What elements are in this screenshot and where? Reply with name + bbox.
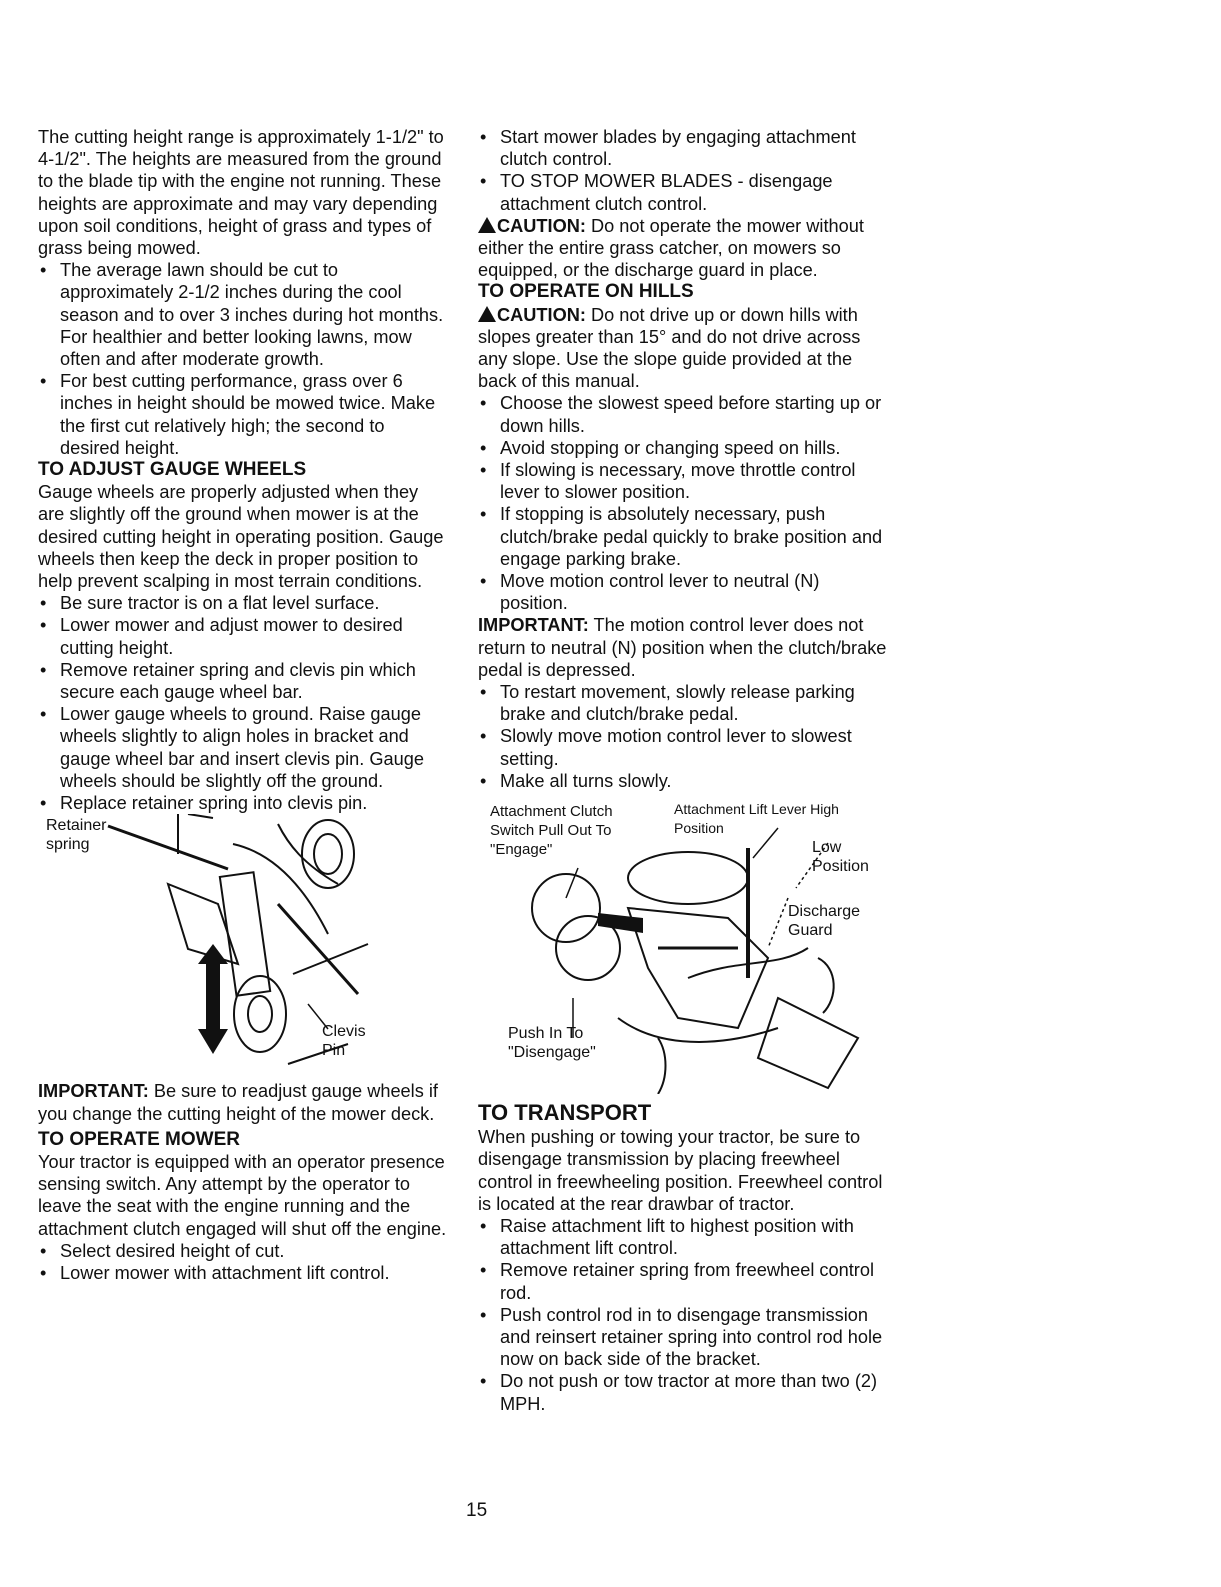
list-item: • If slowing is necessary, move throttle control lever to slower position.: [478, 459, 890, 503]
lift-lever-high-label: Attachment Lift Lever High Position: [674, 801, 839, 837]
important-note: [478, 614, 890, 681]
list-item: • Remove retainer spring from freewheel control rod.: [478, 1259, 890, 1303]
list-item: • Start mower blades by engaging attachment clutch control.: [478, 126, 890, 170]
left-column: [38, 126, 448, 1284]
list-item: • Avoid stopping or changing speed on hills.: [478, 437, 890, 459]
gauge-wheel-figure: [38, 814, 448, 1070]
retainer-spring-label: Retainer spring: [46, 817, 107, 854]
list-item: • For best cutting performance, grass over 6 inches in height should be mowed twice. Make the first cut relatively high; the second to desired height.: [38, 370, 448, 459]
list-item: • Raise attachment lift to highest position with attachment lift control.: [478, 1215, 890, 1259]
list-item: • Select desired height of cut.: [38, 1240, 448, 1262]
caution-label: CAUTION:: [497, 304, 586, 325]
right-column: [478, 126, 890, 1415]
list-item: • Slowly move motion control lever to slowest setting.: [478, 725, 890, 769]
important-label: IMPORTANT:: [38, 1081, 149, 1102]
list-item: • Remove retainer spring and clevis pin which secure each gauge wheel bar.: [38, 659, 448, 703]
discharge-guard-label: Discharge Guard: [788, 903, 861, 940]
clevis-pin-label: Clevis Pin: [322, 1023, 366, 1060]
list-item: • Lower gauge wheels to ground. Raise gauge wheels slightly to align holes in bracket and gauge wheel bar and insert clevis pin. Gauge wheels should be slightly off the ground.: [38, 703, 448, 792]
list-item: • Be sure tractor is on a flat level surface.: [38, 592, 448, 614]
tractor-controls-figure: [478, 798, 890, 1094]
list-item: • Lower mower and adjust mower to desired cutting height.: [38, 614, 448, 658]
important-label: IMPORTANT:: [478, 615, 589, 636]
important-note: [38, 1080, 448, 1124]
operate-mower-text: Your tractor is equipped with an operator presence sensing switch. Any attempt by the operator to leave the seat with the engine running and the attachment clutch engaged will shut off the engine.: [38, 1151, 447, 1239]
transport-text: When pushing or towing your tractor, be sure to disengage transmission by placing freewheel control in freewheeling position. Freewheel control is located at the rear drawbar of tractor.: [478, 1127, 883, 1214]
low-position-label: Low Position: [812, 839, 869, 876]
warning-triangle-icon: [478, 217, 496, 233]
operate-mower-heading: TO OPERATE MOWER: [38, 1128, 240, 1150]
list-item: • Push control rod in to disengage transmission and reinsert retainer spring into control rod hole now on back side of the bracket.: [478, 1304, 890, 1371]
caution-note: [478, 215, 890, 282]
caution-text: Do not drive up or down hills with slopes greater than 15° and do not drive across any slope. Use the slope guide provided at the back of this manual.: [478, 304, 861, 392]
important-text: Be sure to readjust gauge wheels if you change the cutting height of the mower deck.: [38, 1081, 438, 1124]
transport-heading: TO TRANSPORT: [478, 1100, 652, 1126]
hills-heading: TO OPERATE ON HILLS: [478, 281, 694, 303]
list-item: • If stopping is absolutely necessary, push clutch/brake pedal quickly to brake position and engage parking brake.: [478, 503, 890, 570]
list-item: • Move motion control lever to neutral (N) position.: [478, 570, 890, 614]
clutch-disengage-label: Push In To "Disengage": [508, 1025, 596, 1062]
list-item: • The average lawn should be cut to approximately 2-1/2 inches during the cool season and to over 3 inches during hot months. For healthier and better looking lawns, mow often and after moderate growth.: [38, 259, 448, 370]
gauge-wheels-text: Gauge wheels are properly adjusted when they are slightly off the ground when mower is at the desired cutting height in operating position. Gauge wheels then keep the deck in proper position to help prevent scalping in most terrain conditions.: [38, 482, 444, 592]
caution-label: CAUTION:: [497, 215, 586, 236]
caution-text: Do not operate the mower without either the entire grass catcher, on mowers so equipped, or the discharge guard in place.: [478, 215, 864, 281]
list-item: • Lower mower with attachment lift control.: [38, 1262, 448, 1284]
caution-note: [478, 304, 890, 393]
list-item: • TO STOP MOWER BLADES - disengage attachment clutch control.: [478, 170, 890, 214]
list-item: • Make all turns slowly.: [478, 770, 890, 792]
list-item: • Replace retainer spring into clevis pin.: [38, 792, 448, 814]
page-number: 15: [466, 1500, 488, 1521]
gauge-wheels-heading: TO ADJUST GAUGE WHEELS: [38, 459, 307, 481]
cutting-height-intro: The cutting height range is approximately 1-1/2" to 4-1/2". The heights are measured from the ground to the blade tip with the engine not running. These heights are approximate and may vary depending upon soil conditions, height of grass and types of grass being mowed.: [38, 127, 444, 259]
list-item: • Choose the slowest speed before starting up or down hills.: [478, 392, 890, 436]
clutch-engage-label: Attachment Clutch Switch Pull Out To "Engage": [490, 803, 613, 859]
warning-triangle-icon: [478, 306, 496, 322]
list-item: • Do not push or tow tractor at more than two (2) MPH.: [478, 1370, 890, 1414]
list-item: • To restart movement, slowly release parking brake and clutch/brake pedal.: [478, 681, 890, 725]
important-text: The motion control lever does not return to neutral (N) position when the clutch/brake pedal is depressed.: [478, 615, 887, 680]
